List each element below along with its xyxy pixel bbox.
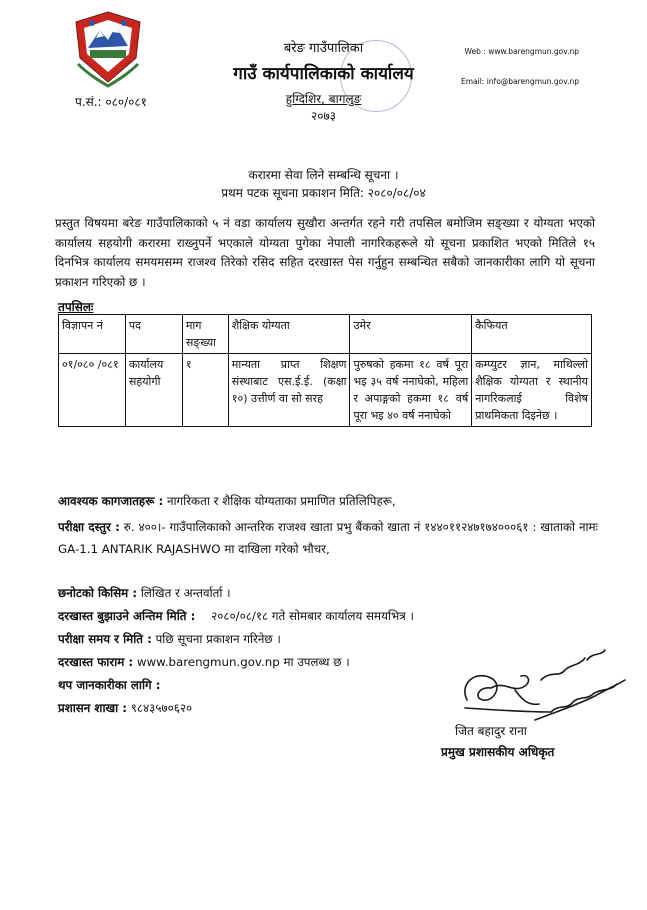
application-deadline	[58, 608, 598, 624]
signer-name: जित बहादुर राना	[455, 724, 527, 738]
deadline-value: २०८०/०८/१८ गते सोमबार कार्यालय समयभित्र ।	[211, 609, 415, 623]
header-qualification: शैक्षिक योग्यता	[228, 315, 350, 354]
handwritten-signature	[455, 640, 635, 735]
form-label: दरखास्त फाराम :	[58, 655, 134, 669]
selection-method	[58, 585, 598, 601]
cell-remarks: कम्प्युटर ज्ञान, माथिल्लो शैक्षिक योग्यता र स्थानीय नागरिकलाई विशेष प्राथमिकता दिइनेछ ।	[472, 354, 592, 427]
exam-label: परीक्षा समय र मिति :	[58, 632, 152, 646]
cell-ad-number: ०१/०८० /०८१	[59, 354, 126, 427]
notice-body: प्रस्तुत विषयमा बरेङ गाउँपालिकाको ५ नं वडा कार्यालय सुखौरा अन्तर्गत रहने गरी तपसिल बमोजिम सङ्ख्या र योग्यता भएको कार्यालय सहयोगी करारमा राख्नुपर्ने भएकाले योग्यता पुगेका नेपाली नागरिकहरूले यो सूचना प्रकाशित भएको मितिले १५ दिनभित्र कार्यालय समयमसम्म राजश्व तिरेको रसिद सहित दरखास्त पेस गर्नुहुन सम्बन्धित सबैको जानकारीका लागि यो सूचना प्रकाशन गरिएको छ ।	[55, 216, 595, 289]
documents-label: आवश्यक कागजातहरू :	[58, 494, 164, 508]
admin-label: प्रशासन शाखा :	[58, 701, 128, 715]
cell-age: पुरुषको हकमा १८ वर्ष पूरा भइ ३५ वर्ष ननाघेको, महिला र अपाङ्गको हकमा १८ वर्ष पूरा भइ ४० वर्ष ननाघेको	[350, 354, 472, 427]
exam-fee	[58, 516, 598, 560]
documents-value: नागरिकता र शैक्षिक योग्यताका प्रमाणित प्रतिलिपिहरू,	[166, 494, 396, 508]
schedule-label: तपसिलः	[58, 300, 94, 314]
header-post: पद	[125, 315, 182, 354]
more-info-label: थप जानकारीका लागि :	[58, 678, 161, 692]
municipality-name: बरेङ गाउँपालिका	[283, 41, 364, 56]
exam-value: पछि सूचना प्रकाशन गरिनेछ ।	[155, 632, 281, 646]
table-row	[59, 354, 592, 427]
admin-phone: ९८४३५७०६२०	[130, 701, 193, 715]
office-address: हुग्दिशिर, बागलुङ	[285, 92, 362, 106]
cell-demand-count: १	[182, 354, 228, 427]
fee-value: रु. ४००।- गाउँपालिकाको आन्तरिक राजश्व खाता प्रभु बैंकको खाता नं १४४०११२४७१७४०००६१ : खाताको नामः GA-1.1 ANTARIK RAJASHWO मा दाखिला गरेको भौचर,	[58, 520, 598, 556]
cell-qualification: मान्यता प्राप्त शिक्षण संस्थाबाट एस.ई.ई. (कक्षा १०) उत्तीर्ण वा सो सरह	[228, 354, 350, 427]
form-value: www.barengmun.gov.np मा उपलब्ध छ ।	[136, 655, 350, 669]
email-text: Email: info@barengmun.gov.np	[461, 77, 579, 86]
notice-title: करारमा सेवा लिने सम्बन्धि सूचना ।	[248, 168, 399, 182]
header-remarks: कैफियत	[472, 315, 592, 354]
reference-number: प.सं.: ०८०/०८१	[75, 95, 147, 109]
office-name: गाउँ कार्यपालिकाको कार्यालय	[233, 64, 414, 84]
deadline-label: दरखास्त बुझाउने अन्तिम मिति :	[58, 609, 196, 623]
established-year: २०७३	[311, 109, 336, 123]
header-demand-count: माग सङ्ख्या	[182, 315, 228, 354]
table-header-row	[59, 315, 592, 354]
required-documents	[58, 493, 598, 509]
vacancy-table	[58, 314, 592, 427]
cell-post: कार्यालय सहयोगी	[125, 354, 182, 427]
signer-title: प्रमुख प्रशासकीय अधिकृत	[441, 745, 555, 759]
publish-date: प्रथम पटक सूचना प्रकाशन मिति: २०८०/०८/०४	[221, 186, 426, 200]
fee-label: परीक्षा दस्तुर :	[58, 520, 120, 534]
header-ad-number: विज्ञापन नं	[59, 315, 126, 354]
selection-label: छनोटको किसिम :	[58, 586, 138, 600]
header-age: उमेर	[350, 315, 472, 354]
website-text: Web : www.barengmun.gov.np	[464, 47, 579, 56]
selection-value: लिखित र अन्तर्वार्ता ।	[140, 586, 231, 600]
